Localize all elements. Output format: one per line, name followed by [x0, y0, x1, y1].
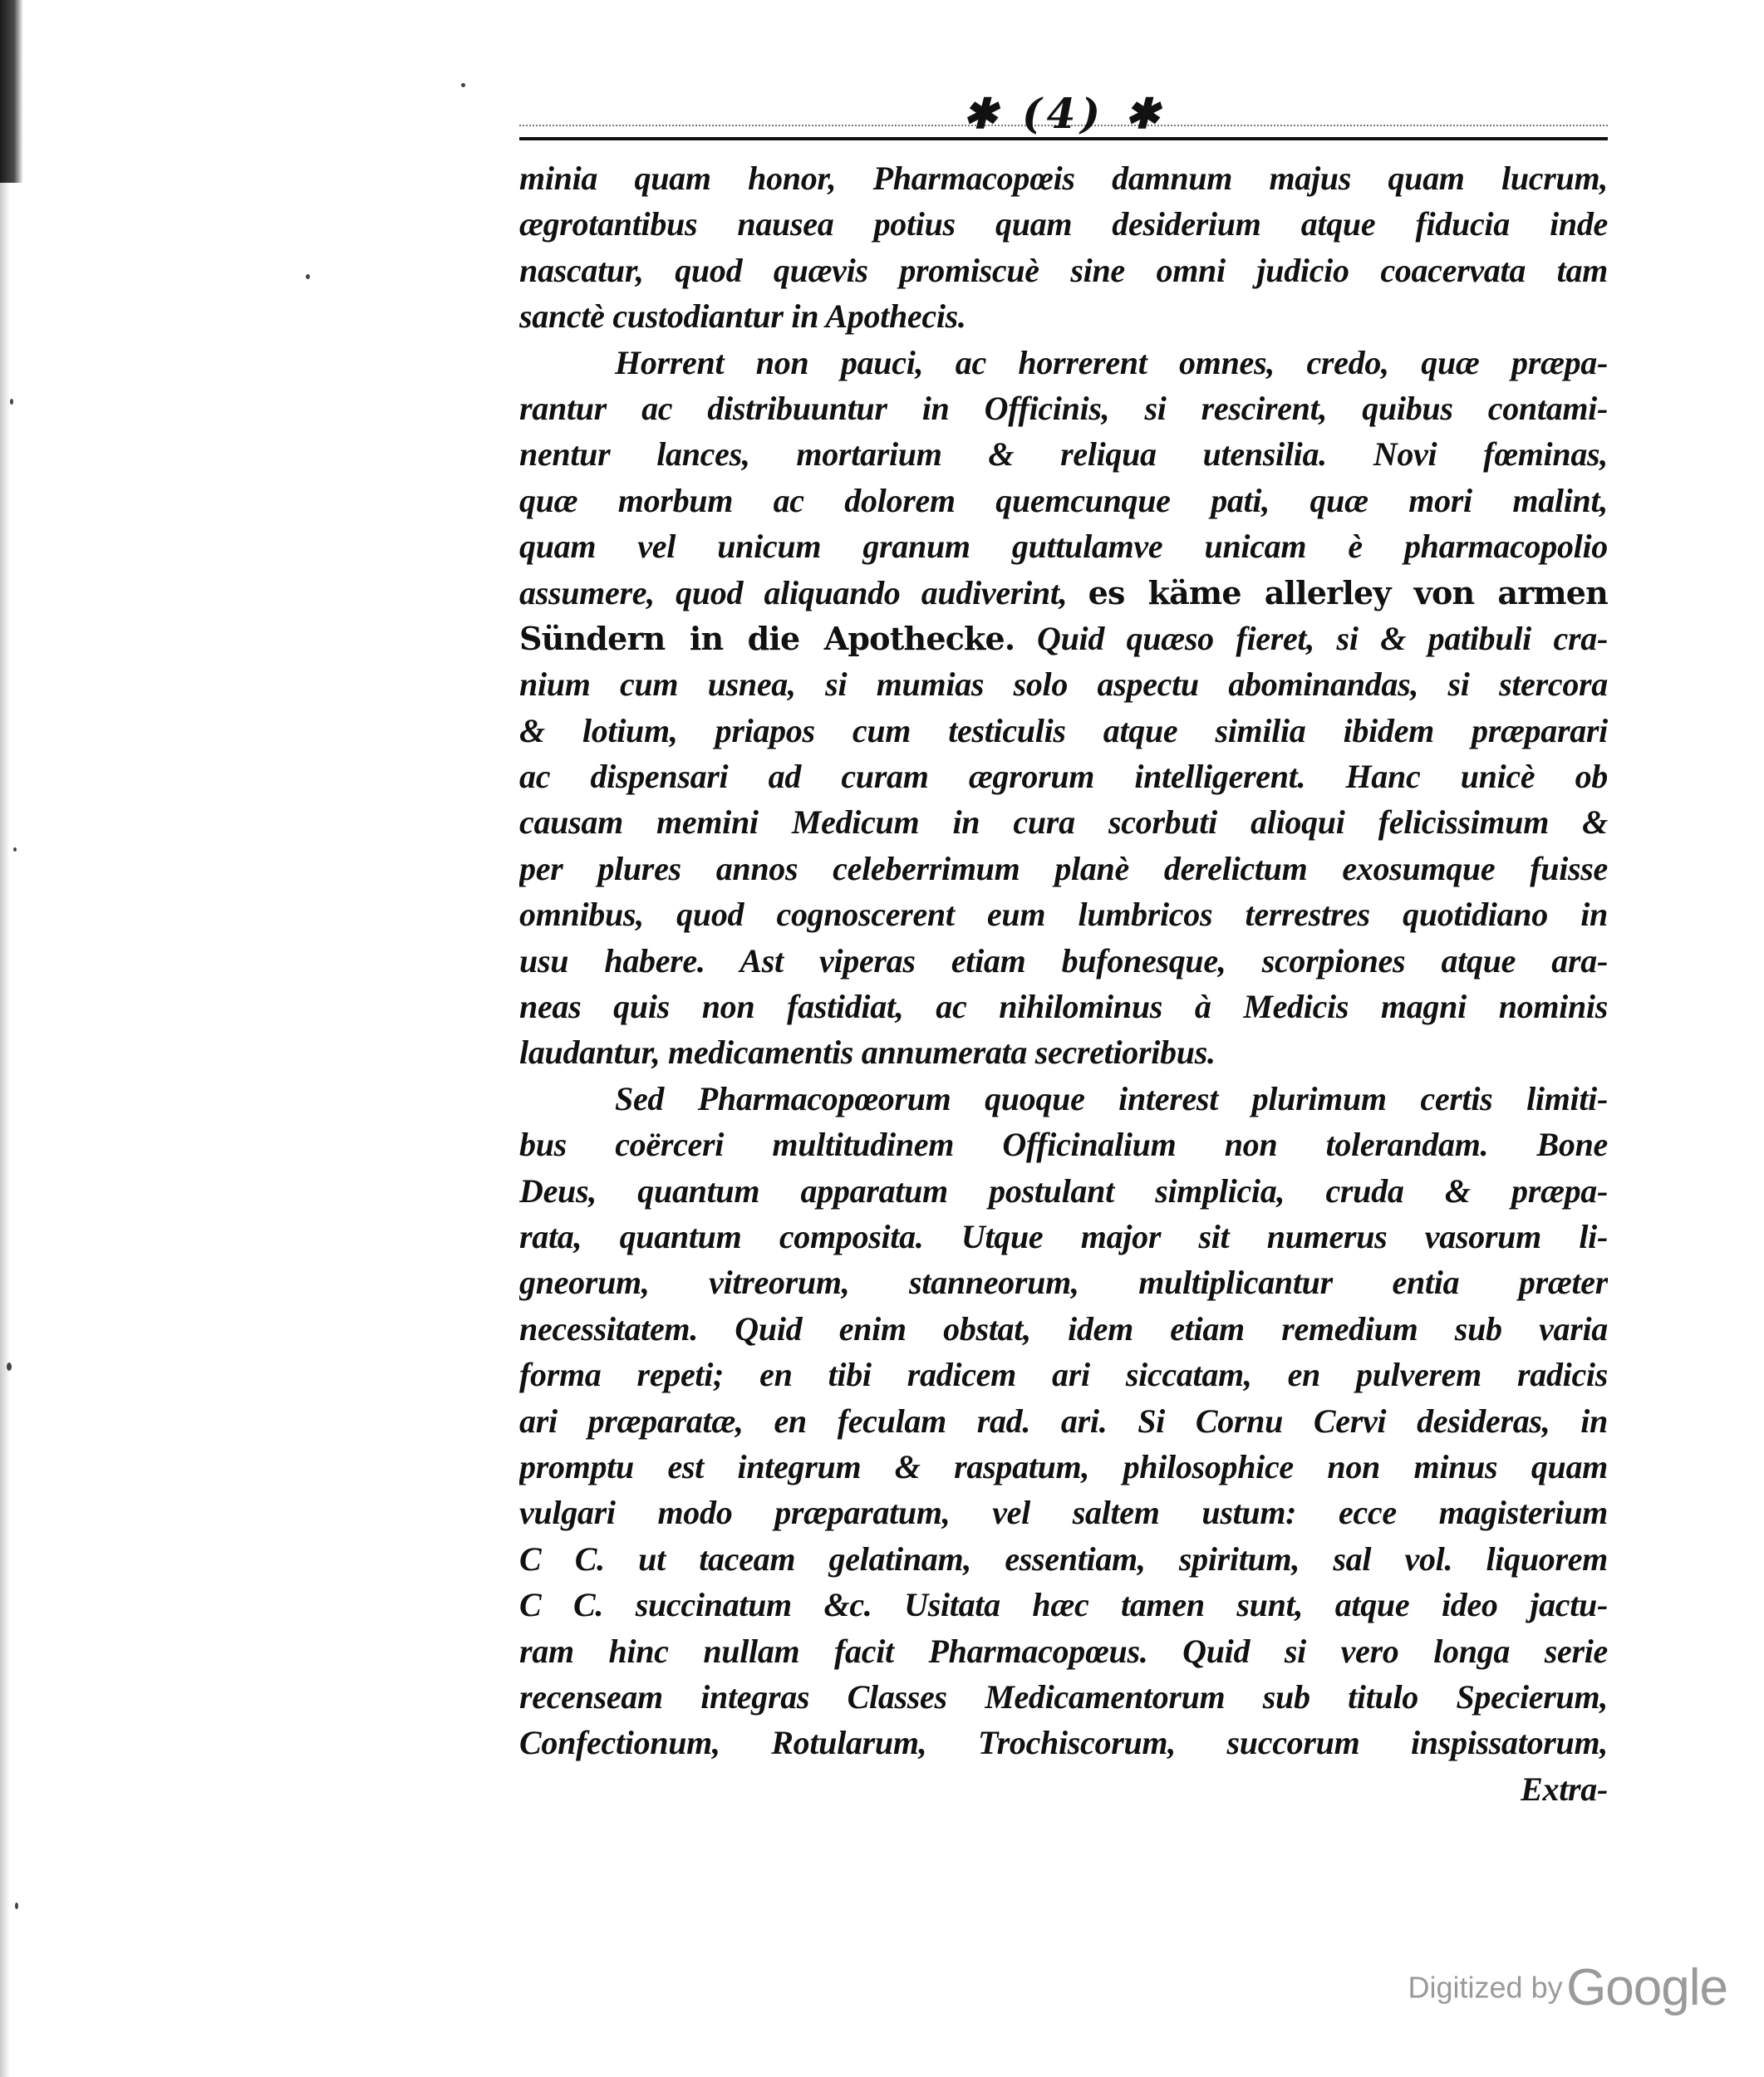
text-segment: rantur ac distribuuntur in Officinis, si rescirent, quibus contami-: [519, 389, 1608, 427]
text-segment: nascatur, quod quævis promiscuè sine omni judicio coacervata tam: [519, 251, 1608, 289]
text-line: [519, 385, 1608, 431]
text-line: [519, 1029, 1608, 1075]
text-line: [519, 155, 1608, 201]
text-segment: vulgari modo præparatum, vel saltem ustum: ecce magisterium: [519, 1494, 1608, 1532]
scan-speck: [13, 847, 17, 852]
text-line: [519, 984, 1608, 1029]
text-line: [519, 661, 1608, 707]
text-line: [519, 1259, 1608, 1305]
text-segment: nium cum usnea, si mumias solo aspectu abominandas, si stercora: [519, 665, 1608, 704]
text-segment: Confectionum, Rotularum, Trochiscorum, succorum inspissatorum,: [519, 1724, 1608, 1762]
text-segment: C C. succinatum &c. Usitata hæc tamen sunt, atque ideo jactu-: [519, 1586, 1608, 1624]
text-segment: omnibus, quod cognoscerent eum lumbricos terrestres quotidiano in: [519, 896, 1608, 934]
page-number: ✱ (4) ✱: [962, 89, 1165, 138]
text-line: [519, 1352, 1608, 1397]
text-line: [519, 616, 1608, 661]
text-line: [519, 799, 1608, 845]
book-page: [519, 79, 1608, 1812]
text-line: [519, 293, 1608, 339]
page-header: [519, 79, 1608, 152]
text-line: [519, 1168, 1608, 1214]
text-line: [519, 570, 1608, 616]
text-segment: & lotium, priapos cum testiculis atque similia ibidem præparari: [519, 711, 1608, 749]
text-segment: assumere, quod aliquando audiverint,: [519, 573, 1088, 611]
text-line: [519, 1122, 1608, 1167]
text-line: [519, 1536, 1608, 1582]
text-line: [519, 478, 1608, 523]
scan-edge-dark: [0, 0, 23, 183]
text-line: [519, 1306, 1608, 1352]
text-segment: neas quis non fastidiat, ac nihilominus à Medicis magni nominis: [519, 988, 1608, 1026]
text-segment: Sed Pharmacopœorum quoque interest plurimum certis limiti-: [615, 1079, 1608, 1117]
text-segment: Sündern in die Apothecke.: [519, 619, 1015, 657]
text-line: [519, 1444, 1608, 1490]
text-line: [519, 523, 1608, 569]
text-segment: forma repeti; en tibi radicem ari siccatam, en pulverem radicis: [519, 1356, 1608, 1394]
text-segment: ram hinc nullam facit Pharmacopœus. Quid si vero longa serie: [519, 1632, 1608, 1670]
text-line: [519, 1628, 1608, 1674]
text-segment: es käme allerley von armen: [1088, 573, 1608, 611]
scan-speck: [7, 1363, 12, 1371]
text-line: [519, 1398, 1608, 1444]
text-segment: per plures annos celeberrimum planè derelictum exosumque fuisse: [519, 849, 1608, 887]
text-line: [519, 754, 1608, 799]
text-segment: ac dispensari ad curam ægrorum intelligerent. Hanc unicè ob: [519, 758, 1608, 796]
watermark-prefix: Digitized by: [1408, 1970, 1563, 2005]
text-segment: quam vel unicum granum guttulamve unicam è pharmacopolio: [519, 528, 1608, 566]
body-text: [519, 155, 1608, 1812]
text-line: [519, 1720, 1608, 1765]
text-segment: usu habere. Ast viperas etiam bufonesque, scorpiones atque ara-: [519, 941, 1608, 980]
catchword: Extra-: [1521, 1770, 1608, 1808]
text-line: [519, 248, 1608, 293]
text-segment: Deus, quantum apparatum postulant simplicia, cruda & præpa-: [519, 1171, 1608, 1210]
text-segment: laudantur, medicamentis annumerata secretioribus.: [519, 1034, 1216, 1072]
scan-speck: [306, 274, 310, 279]
text-line: [519, 201, 1608, 247]
text-segment: nentur lances, mortarium & reliqua utensilia. Novi fœminas,: [519, 435, 1608, 474]
text-line: [519, 708, 1608, 754]
text-line: [519, 938, 1608, 984]
scan-shadow: [0, 0, 10, 2077]
text-segment: necessitatem. Quid enim obstat, idem etiam remedium sub varia: [519, 1309, 1608, 1348]
text-segment: causam memini Medicum in cura scorbuti alioqui felicissimum &: [519, 803, 1608, 842]
text-segment: bus coërceri multitudinem Officinalium non tolerandam. Bone: [519, 1126, 1608, 1164]
scan-speck: [15, 1903, 18, 1909]
digitized-watermark: [1408, 1958, 1727, 2017]
text-segment: rata, quantum composita. Utque major sit numerus vasorum li-: [519, 1217, 1608, 1255]
text-line: [519, 1582, 1608, 1628]
google-logo: Google: [1566, 1959, 1727, 2016]
text-segment: Quid quæso fieret, si & patibuli cra-: [1015, 619, 1608, 657]
text-segment: quæ morbum ac dolorem quemcunque pati, quæ mori malint,: [519, 481, 1608, 519]
text-segment: gneorum, vitreorum, stanneorum, multiplicantur entia præter: [519, 1264, 1608, 1302]
text-segment: minia quam honor, Pharmacopœis damnum majus quam lucrum,: [519, 160, 1608, 197]
text-segment: ægrotantibus nausea potius quam desiderium atque fiducia inde: [519, 205, 1608, 243]
text-line: [519, 1214, 1608, 1259]
text-segment: ari præparatæ, en feculam rad. ari. Si Cornu Cervi desideras, in: [519, 1402, 1608, 1440]
text-line: [519, 1076, 1608, 1122]
text-line: [519, 1490, 1608, 1535]
text-segment: promptu est integrum & raspatum, philosophice non minus quam: [519, 1447, 1608, 1485]
text-line: [519, 340, 1608, 385]
text-segment: Horrent non pauci, ac horrerent omnes, credo, quæ præpa-: [615, 343, 1608, 381]
scan-speck: [461, 83, 465, 87]
text-segment: C C. ut taceam gelatinam, essentiam, spiritum, sal vol. liquorem: [519, 1539, 1608, 1578]
text-line: [519, 846, 1608, 891]
text-segment: sanctè custodiantur in Apothecis.: [519, 297, 966, 336]
text-line: [519, 891, 1608, 937]
text-line: [519, 431, 1608, 477]
text-segment: recenseam integras Classes Medicamentorum sub titulo Specierum,: [519, 1677, 1608, 1716]
text-line: [519, 1674, 1608, 1720]
scan-speck: [10, 399, 13, 405]
